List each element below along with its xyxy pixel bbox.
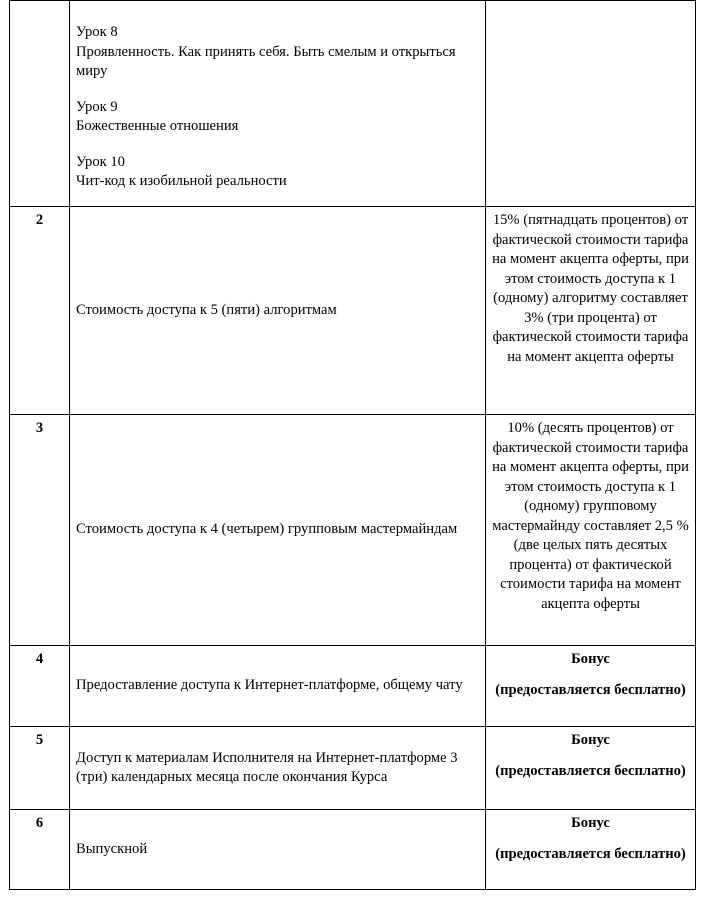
row-value: 15% (пятнадцать процентов) от фактической стоимости тарифа на момент акцепта оферты, при этом стоимость доступа к 1 (одному) алгоритму составляет 3% (три процента) от фактической стоимости тарифа на момент акцепта оферты [492, 212, 689, 365]
lesson-title: Урок 10 [76, 153, 125, 170]
table-row [10, 646, 696, 727]
lessons-cell [70, 1, 486, 207]
lesson-title: Урок 9 [76, 98, 118, 115]
row-number: 2 [35, 212, 44, 228]
row-name: Стоимость доступа к 4 (четырем) групповым мастермайндам [76, 521, 458, 538]
bonus-title: Бонус [571, 732, 610, 748]
row-name: Выпускной [76, 840, 148, 857]
row-value: 10% (десять процентов) от фактической стоимости тарифа на момент акцепта оферты, при этом стоимость доступа к 1 (одному) групповому мастермайнду составляет 2,5 % (две целых пять десятых процента) от фактической стоимости тарифа на момент акцепта оферты [492, 420, 689, 612]
row-number-cell [10, 415, 70, 646]
row-number: 3 [35, 420, 44, 436]
row-name-cell [70, 646, 486, 727]
bonus-note: (предоставляется бесплатно) [495, 762, 686, 779]
row-number: 6 [35, 815, 44, 831]
table-row [10, 810, 696, 890]
lesson-item [76, 153, 479, 192]
lesson-item [76, 23, 479, 82]
row-name: Стоимость доступа к 5 (пяти) алгоритмам [76, 301, 337, 318]
table-row [10, 1, 696, 207]
row-name: Предоставление доступа к Интернет-платформе, общему чату [76, 677, 463, 694]
bonus-note: (предоставляется бесплатно) [495, 845, 686, 862]
row-number: 5 [35, 732, 44, 748]
table-row [10, 415, 696, 646]
bonus-title: Бонус [571, 815, 610, 831]
row-name-cell [70, 810, 486, 890]
row-name-cell [70, 207, 486, 415]
value-cell [486, 207, 696, 415]
row-number-cell [10, 810, 70, 890]
lesson-text: Проявленность. Как принять себя. Быть смелым и открыться миру [76, 43, 456, 79]
row-name-cell [70, 415, 486, 646]
bonus-title: Бонус [571, 651, 610, 667]
row-number-cell [10, 727, 70, 810]
row-number-cell [10, 1, 70, 207]
table-row [10, 727, 696, 810]
lesson-text: Чит-код к изобильной реальности [76, 173, 287, 189]
value-cell [486, 415, 696, 646]
row-number: 4 [35, 651, 44, 667]
lesson-item [76, 98, 479, 137]
value-cell [486, 727, 696, 810]
row-name: Доступ к материалам Исполнителя на Интернет-платформе 3 (три) календарных месяца после окончания Курса [76, 749, 458, 785]
value-cell [486, 1, 696, 207]
tariff-table [9, 0, 696, 890]
lesson-title: Урок 8 [76, 24, 118, 40]
row-name-cell [70, 727, 486, 810]
value-cell [486, 646, 696, 727]
table-row [10, 207, 696, 415]
row-number-cell [10, 207, 70, 415]
value-cell [486, 810, 696, 890]
row-number-cell [10, 646, 70, 727]
lesson-text: Божественные отношения [76, 118, 239, 134]
bonus-note: (предоставляется бесплатно) [495, 681, 686, 698]
